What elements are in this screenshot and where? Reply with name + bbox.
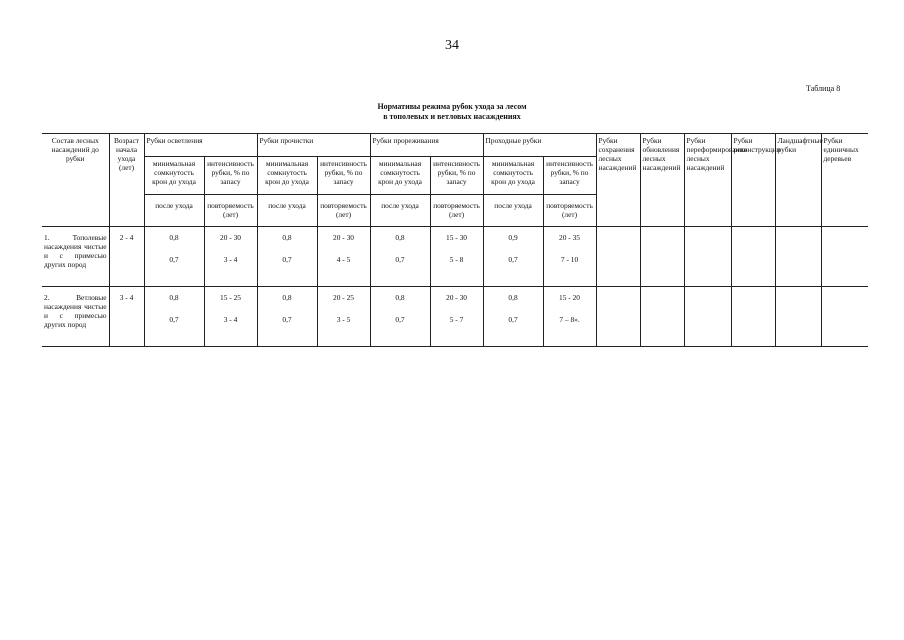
cell-int: 20 - 30 bbox=[446, 293, 467, 302]
cell-empty bbox=[596, 227, 640, 287]
row-age: 3 - 4 bbox=[109, 287, 144, 347]
sub-int-cleaning: интенсивность рубки, % по запасу bbox=[317, 157, 370, 195]
cell-int: 15 - 20 bbox=[559, 293, 580, 302]
cell-empty bbox=[640, 227, 684, 287]
cell-int: 15 - 25 bbox=[220, 293, 241, 302]
table-title bbox=[0, 102, 904, 122]
header-renewal: Рубки обновления лесных насаждений bbox=[640, 134, 684, 227]
cell-empty bbox=[821, 227, 868, 287]
cell-min: 0,8 bbox=[169, 233, 179, 242]
cell-min: 0,9 bbox=[508, 233, 518, 242]
cell-empty bbox=[684, 287, 731, 347]
header-reconstruction: Рубки реконструкции bbox=[731, 134, 775, 227]
cell-after: 0,7 bbox=[508, 255, 518, 264]
sub-after-thinning: после ухода bbox=[370, 195, 430, 227]
cell-empty bbox=[640, 287, 684, 347]
header-cleaning: Рубки прочистки bbox=[257, 134, 370, 157]
header-thinning: Рубки прореживания bbox=[370, 134, 483, 157]
cell-empty bbox=[596, 287, 640, 347]
sub-after-passage: после ухода bbox=[483, 195, 543, 227]
header-landscape: Ландшафтные рубки bbox=[775, 134, 821, 227]
cell-empty bbox=[821, 287, 868, 347]
row-composition: 1. Тополевые насаждения чистые и с примесью других пород bbox=[42, 227, 109, 287]
row-age: 2 - 4 bbox=[109, 227, 144, 287]
cell-after: 0,7 bbox=[395, 315, 405, 324]
cell-empty bbox=[731, 287, 775, 347]
sub-min-cleaning: минимальная сомкнутость крон до ухода bbox=[257, 157, 317, 195]
sub-min-thinning: минимальная сомкнутость крон до ухода bbox=[370, 157, 430, 195]
cell-rep: 3 - 4 bbox=[223, 315, 238, 324]
sub-rep-passage: повторяемость (лет) bbox=[543, 195, 596, 227]
sub-int-lightening: интенсивность рубки, % по запасу bbox=[204, 157, 257, 195]
header-lightening: Рубки осветления bbox=[144, 134, 257, 157]
cell-empty bbox=[775, 287, 821, 347]
header-passage: Проходные рубки bbox=[483, 134, 596, 157]
page-number: 34 bbox=[445, 38, 459, 53]
sub-rep-cleaning: повторяемость (лет) bbox=[317, 195, 370, 227]
sub-after-lightening: после ухода bbox=[144, 195, 204, 227]
sub-int-passage: интенсивность рубки, % по запасу bbox=[543, 157, 596, 195]
cell-rep: 4 - 5 bbox=[336, 255, 351, 264]
table-row bbox=[42, 287, 868, 347]
cell-rep: 5 - 8 bbox=[449, 255, 464, 264]
norms-table bbox=[42, 133, 868, 347]
cell-int: 15 - 30 bbox=[446, 233, 467, 242]
sub-rep-lightening: повторяемость (лет) bbox=[204, 195, 257, 227]
cell-after: 0,7 bbox=[282, 315, 292, 324]
cell-after: 0,7 bbox=[508, 315, 518, 324]
header-age: Возраст начала ухода (лет) bbox=[109, 134, 144, 227]
cell-rep: 7 – 8». bbox=[559, 315, 580, 324]
cell-int: 20 - 25 bbox=[333, 293, 354, 302]
cell-rep: 3 - 5 bbox=[336, 315, 351, 324]
cell-int: 20 - 35 bbox=[559, 233, 580, 242]
cell-after: 0,7 bbox=[395, 255, 405, 264]
header-reformation: Рубки переформирования лесных насаждений bbox=[684, 134, 731, 227]
cell-after: 0,7 bbox=[169, 255, 179, 264]
cell-int: 20 - 30 bbox=[220, 233, 241, 242]
cell-min: 0,8 bbox=[395, 293, 405, 302]
table-label: Таблица 8 bbox=[806, 84, 841, 93]
title-line-2: в тополевых и ветловых насаждениях bbox=[383, 112, 521, 121]
sub-rep-thinning: повторяемость (лет) bbox=[430, 195, 483, 227]
cell-after: 0,7 bbox=[169, 315, 179, 324]
cell-min: 0,8 bbox=[395, 233, 405, 242]
sub-after-cleaning: после ухода bbox=[257, 195, 317, 227]
title-line-1: Нормативы режима рубок ухода за лесом bbox=[377, 102, 527, 111]
row-composition: 2. Ветловые насаждения чистые и с примесью других пород bbox=[42, 287, 109, 347]
cell-after: 0,7 bbox=[282, 255, 292, 264]
header-preservation: Рубки сохранения лесных насаждений bbox=[596, 134, 640, 227]
sub-min-lightening: минимальная сомкнутость крон до ухода bbox=[144, 157, 204, 195]
cell-rep: 5 - 7 bbox=[449, 315, 464, 324]
cell-min: 0,8 bbox=[169, 293, 179, 302]
cell-min: 0,8 bbox=[282, 293, 292, 302]
sub-int-thinning: интенсивность рубки, % по запасу bbox=[430, 157, 483, 195]
table-row bbox=[42, 227, 868, 287]
header-composition: Состав лесных насаждений до рубки bbox=[42, 134, 109, 227]
cell-rep: 3 - 4 bbox=[223, 255, 238, 264]
header-single: Рубки единичных деревьев bbox=[821, 134, 868, 227]
cell-min: 0,8 bbox=[282, 233, 292, 242]
cell-min: 0,8 bbox=[508, 293, 518, 302]
sub-min-passage: минимальная сомкнутость крон до ухода bbox=[483, 157, 543, 195]
cell-rep: 7 - 10 bbox=[560, 255, 579, 264]
cell-empty bbox=[684, 227, 731, 287]
cell-int: 20 - 30 bbox=[333, 233, 354, 242]
cell-empty bbox=[731, 227, 775, 287]
cell-empty bbox=[775, 227, 821, 287]
